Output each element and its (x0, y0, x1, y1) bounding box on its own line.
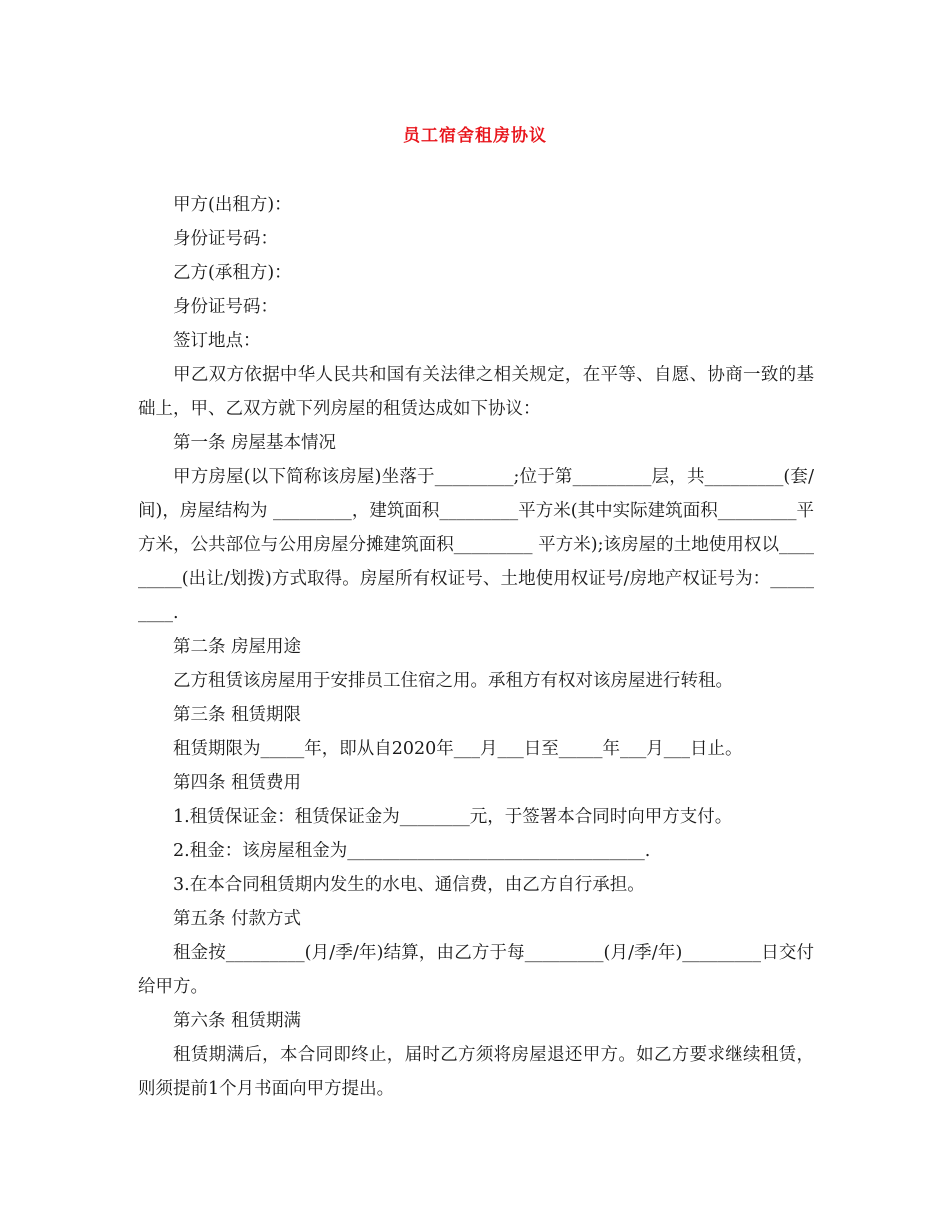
article-5-heading: 第五条 付款方式 (173, 909, 302, 929)
party-b-id-line: 身份证号码： (173, 297, 278, 317)
article-2-heading: 第二条 房屋用途 (173, 637, 302, 657)
article-4-item-2: 2.租金：该房屋租金为__________________________________. (173, 841, 651, 861)
article-3-body: 租赁期限为_____年，即从自2020年___月___日至_____年___月___日止。 (173, 739, 743, 759)
document-body (138, 188, 814, 1106)
signing-place-line: 签订地点： (173, 331, 261, 351)
article-4-item-3: 3.在本合同租赁期内发生的水电、通信费，由乙方自行承担。 (173, 875, 645, 895)
article-6-heading: 第六条 租赁期满 (173, 1011, 302, 1031)
preamble-paragraph: 甲乙双方依据中华人民共和国有关法律之相关规定，在平等、自愿、协商一致的基础上，甲、乙双方就下列房屋的租赁达成如下协议： (138, 365, 814, 419)
party-a-id-line: 身份证号码： (173, 229, 278, 249)
article-4-heading: 第四条 租赁费用 (173, 773, 302, 793)
article-1-body: 甲方房屋(以下简称该房屋)坐落于_________;位于第_________层，共_________(套/间)，房屋结构为 _________，建筑面积_________平方米(其中实际建筑面积_________平方米，公共部位与公用房屋分摊建筑面积_________ 平方米);该房屋的土地使用权以_________(出让/划拨)方式取得。房屋所有权证号、土地使用权证号/房地产权证号为：_________. (138, 467, 814, 623)
article-2-body: 乙方租赁该房屋用于安排员工住宿之用。承租方有权对该房屋进行转租。 (173, 671, 733, 691)
article-1-heading: 第一条 房屋基本情况 (173, 433, 337, 453)
article-6-body: 租赁期满后，本合同即终止，届时乙方须将房屋退还甲方。如乙方要求继续租赁，则须提前1个月书面向甲方提出。 (138, 1045, 814, 1099)
party-a-line: 甲方(出租方)： (173, 195, 292, 215)
document-title: 员工宿舍租房协议 (403, 126, 547, 146)
article-5-body: 租金按_________(月/季/年)结算，由乙方于每_________(月/季/年)_________日交付给甲方。 (138, 943, 814, 997)
article-4-item-1: 1.租赁保证金：租赁保证金为________元，于签署本合同时向甲方支付。 (173, 807, 733, 827)
article-3-heading: 第三条 租赁期限 (173, 705, 302, 725)
party-b-line: 乙方(承租方)： (173, 263, 292, 283)
